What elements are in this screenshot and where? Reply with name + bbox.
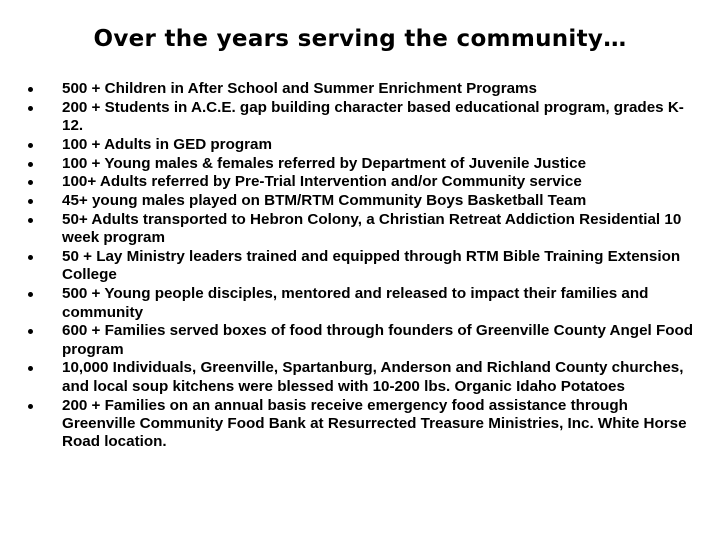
bullet-icon: [28, 404, 33, 409]
bullet-icon: [28, 162, 33, 167]
list-item: [26, 211, 696, 248]
list-item: [26, 359, 696, 396]
list-item: [26, 285, 696, 322]
bullet-icon: [28, 366, 33, 371]
list-item-text: 45+ young males played on BTM/RTM Community Boys Basketball Team: [62, 192, 587, 210]
list-item-text: 10,000 Individuals, Greenville, Spartanburg, Anderson and Richland County churches, and local soup kitchens were blessed with 10-200 lbs. Organic Idaho Potatoes: [62, 359, 684, 395]
list-item-text: 50 + Lay Ministry leaders trained and equipped through RTM Bible Training Extension College: [62, 248, 681, 284]
bullet-icon: [28, 199, 33, 204]
list-item-text: 100+ Adults referred by Pre-Trial Intervention and/or Community service: [62, 173, 582, 191]
list-item-text: 500 + Children in After School and Summer Enrichment Programs: [62, 80, 538, 97]
list-item: [26, 397, 696, 452]
list-item: [26, 173, 696, 191]
list-item-text: 50+ Adults transported to Hebron Colony, a Christian Retreat Addiction Residential 10 week program: [62, 211, 682, 247]
list-item: [26, 322, 696, 359]
bullet-icon: [28, 218, 33, 223]
list-item: [26, 99, 696, 136]
list-item-text: 200 + Families on an annual basis receive emergency food assistance through Greenville Community Food Bank at Resurrected Treasure Ministries, Inc. White Horse Road location.: [62, 396, 687, 451]
list-item: [26, 80, 696, 98]
list-item-text: 100 + Adults in GED program: [62, 135, 272, 153]
list-item: [26, 248, 696, 285]
bullet-icon: [28, 87, 33, 92]
bullet-icon: [28, 106, 33, 111]
slide-title: Over the years serving the community…: [93, 26, 627, 52]
list-item: [26, 155, 696, 173]
bullet-icon: [28, 292, 33, 297]
list-item-text: 200 + Students in A.C.E. gap building character based educational program, grades K-12.: [62, 98, 684, 135]
bullet-list: [26, 80, 696, 452]
bullet-icon: [28, 329, 33, 334]
bullet-icon: [28, 143, 33, 148]
list-item: [26, 136, 696, 154]
list-item-text: 600 + Families served boxes of food through founders of Greenville County Angel Food program: [62, 322, 694, 358]
list-item-text: 500 + Young people disciples, mentored and released to impact their families and community: [62, 285, 649, 321]
bullet-icon: [28, 180, 33, 185]
bullet-icon: [28, 255, 33, 260]
list-item: [26, 192, 696, 210]
list-item-text: 100 + Young males & females referred by Department of Juvenile Justice: [62, 154, 587, 172]
